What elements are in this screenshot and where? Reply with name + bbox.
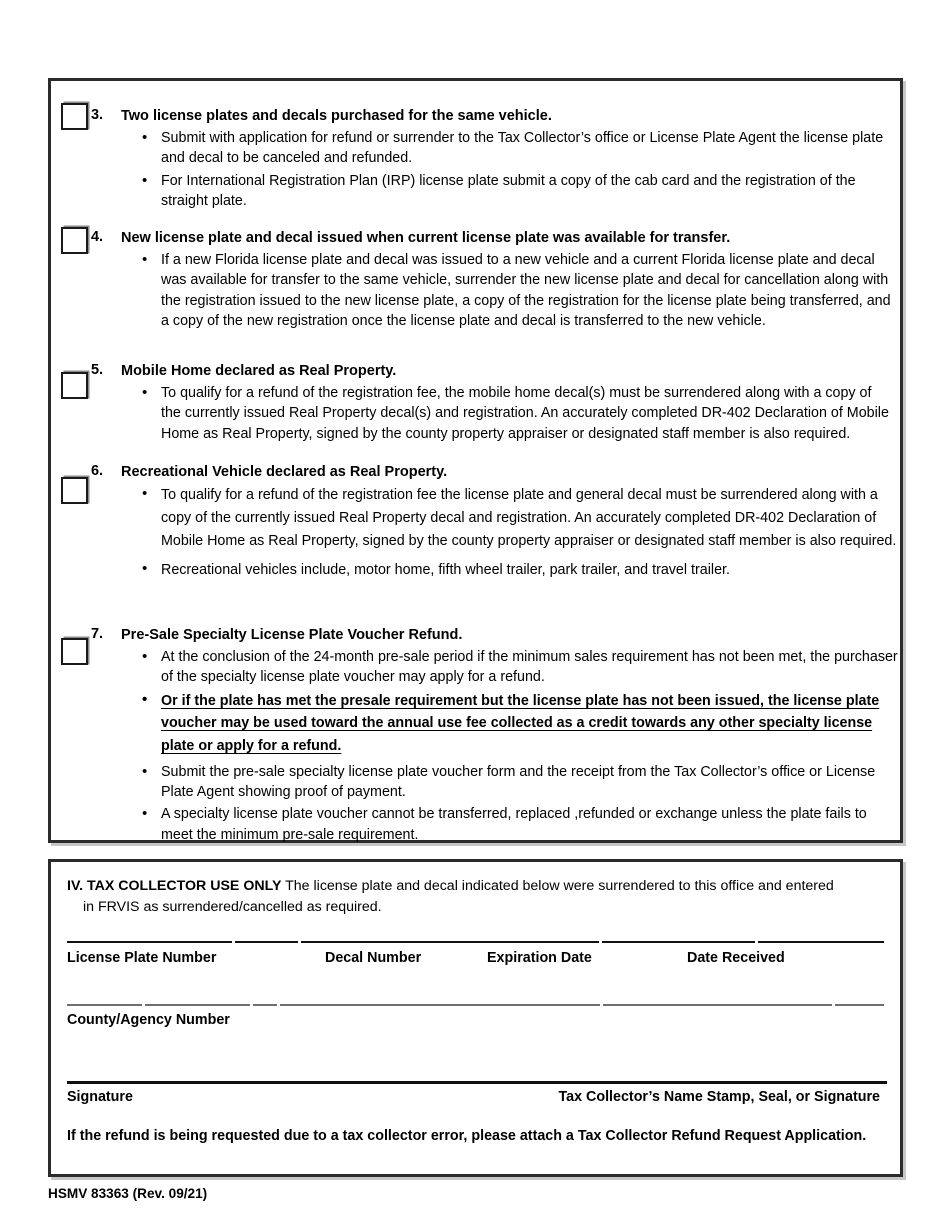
rule-segment bbox=[758, 941, 884, 943]
list-item: • At the conclusion of the 24-month pre-sale period if the minimum sales requirement has not been met, the purchaser of the specialty license plate voucher may apply for a refund. bbox=[139, 647, 901, 688]
list-item: • A specialty license plate voucher cannot be transferred, replaced ,refunded or exchange unless the plate fails to meet the minimum pre-sale requirement. bbox=[139, 804, 901, 845]
label-signature: Signature bbox=[67, 1089, 133, 1105]
fields-rule-top bbox=[67, 941, 884, 943]
rule-segment bbox=[602, 941, 754, 943]
rule-segment bbox=[67, 1004, 142, 1006]
form-number-footer: HSMV 83363 (Rev. 09/21) bbox=[48, 1186, 208, 1201]
item-6-title: Recreational Vehicle declared as Real Property. bbox=[121, 464, 448, 480]
rule-segment bbox=[145, 1004, 250, 1006]
rule-segment bbox=[280, 1004, 600, 1006]
list-item: • To qualify for a refund of the registration fee the license plate and general decal must be surrendered along with a copy of the currently issued Real Property decal and registration. An accurately completed DR-402 Declaration of Mobile Home as Real Property, signed by the county property appraiser or designated staff member is also required. bbox=[139, 484, 901, 553]
item-5-bullets bbox=[139, 383, 894, 444]
item-3-bullets bbox=[139, 128, 899, 212]
rule-segment bbox=[67, 941, 232, 943]
rule-segment bbox=[253, 1004, 278, 1006]
label-name-stamp: Tax Collector’s Name Stamp, Seal, or Signature bbox=[558, 1089, 880, 1105]
section-heading-continuation: in FRVIS as surrendered/cancelled as required. bbox=[83, 898, 382, 915]
item-5-number: 5. bbox=[91, 362, 103, 378]
checkbox-item-4[interactable] bbox=[61, 227, 88, 254]
section-roman-label: IV. TAX COLLECTOR USE ONLY bbox=[67, 878, 282, 894]
list-item: • If a new Florida license plate and decal was issued to a new vehicle and a current Florida license plate and decal was available for transfer to the same vehicle, surrender the new license plate and decal for cancellation along with the registration issued to the new license plate, a copy of the registration for the license plate being transferred, and a copy of the new registration once the license plate and decal is transferred to the new vehicle. bbox=[139, 250, 899, 332]
instructions-box bbox=[48, 78, 903, 843]
item-7-number: 7. bbox=[91, 626, 103, 642]
label-date-received: Date Received bbox=[687, 950, 785, 966]
item-6-number: 6. bbox=[91, 463, 103, 479]
list-item: • To qualify for a refund of the registration fee, the mobile home decal(s) must be surrendered along with a copy of the currently issued Real Property decal(s) and registration. An accurately completed DR-402 Declaration of Mobile Home as Real Property, signed by the county property appraiser or designated staff member is also required. bbox=[139, 383, 894, 444]
tax-collector-section bbox=[48, 859, 903, 1177]
item-7-title: Pre-Sale Specialty License Plate Voucher Refund. bbox=[121, 627, 463, 643]
item-4-bullets bbox=[139, 250, 899, 332]
list-item: • Submit the pre-sale specialty license plate voucher form and the receipt from the Tax Collector’s office or License Plate Agent showing proof of payment. bbox=[139, 762, 901, 803]
county-agency-rule bbox=[67, 1004, 884, 1006]
item-3-number: 3. bbox=[91, 107, 103, 123]
tax-collector-heading bbox=[51, 862, 900, 917]
list-item: • Recreational vehicles include, motor home, fifth wheel trailer, park trailer, and travel trailer. bbox=[139, 559, 901, 582]
list-item: • For International Registration Plan (IRP) license plate submit a copy of the cab card and the registration of the straight plate. bbox=[139, 171, 899, 212]
fields-label-row bbox=[67, 950, 884, 972]
signature-rule bbox=[67, 1081, 887, 1084]
item-5-title: Mobile Home declared as Real Property. bbox=[121, 363, 397, 379]
section-heading-text: The license plate and decal indicated below were surrendered to this office and entered bbox=[281, 878, 834, 894]
list-item: • Or if the plate has met the presale requirement but the license plate has not been issued, the license plate voucher may be used toward the annual use fee collected as a credit towards any other specialty license plate or apply for a refund. bbox=[139, 690, 901, 758]
label-decal-number: Decal Number bbox=[325, 950, 422, 966]
checkbox-item-3[interactable] bbox=[61, 103, 88, 130]
item-3-title: Two license plates and decals purchased for the same vehicle. bbox=[121, 108, 552, 124]
rule-segment bbox=[835, 1004, 884, 1006]
item-6-bullets bbox=[139, 484, 901, 583]
checkbox-item-5[interactable] bbox=[61, 372, 88, 399]
checkbox-item-7[interactable] bbox=[61, 638, 88, 665]
item-4-title: New license plate and decal issued when current license plate was available for transfer. bbox=[121, 230, 731, 246]
tax-collector-note: If the refund is being requested due to a tax collector error, please attach a Tax Collector Refund Request Application. bbox=[67, 1128, 867, 1144]
list-item: • Submit with application for refund or surrender to the Tax Collector’s office or License Plate Agent the license plate and decal to be canceled and refunded. bbox=[139, 128, 899, 169]
label-expiration-date: Expiration Date bbox=[487, 950, 592, 966]
rule-segment bbox=[301, 941, 600, 943]
label-license-plate-number: License Plate Number bbox=[67, 950, 217, 966]
label-county-agency-number: County/Agency Number bbox=[67, 1012, 230, 1028]
rule-segment bbox=[603, 1004, 832, 1006]
item-4-number: 4. bbox=[91, 229, 103, 245]
rule-segment bbox=[235, 941, 298, 943]
item-7-bullets bbox=[139, 647, 901, 845]
checkbox-item-6[interactable] bbox=[61, 477, 88, 504]
